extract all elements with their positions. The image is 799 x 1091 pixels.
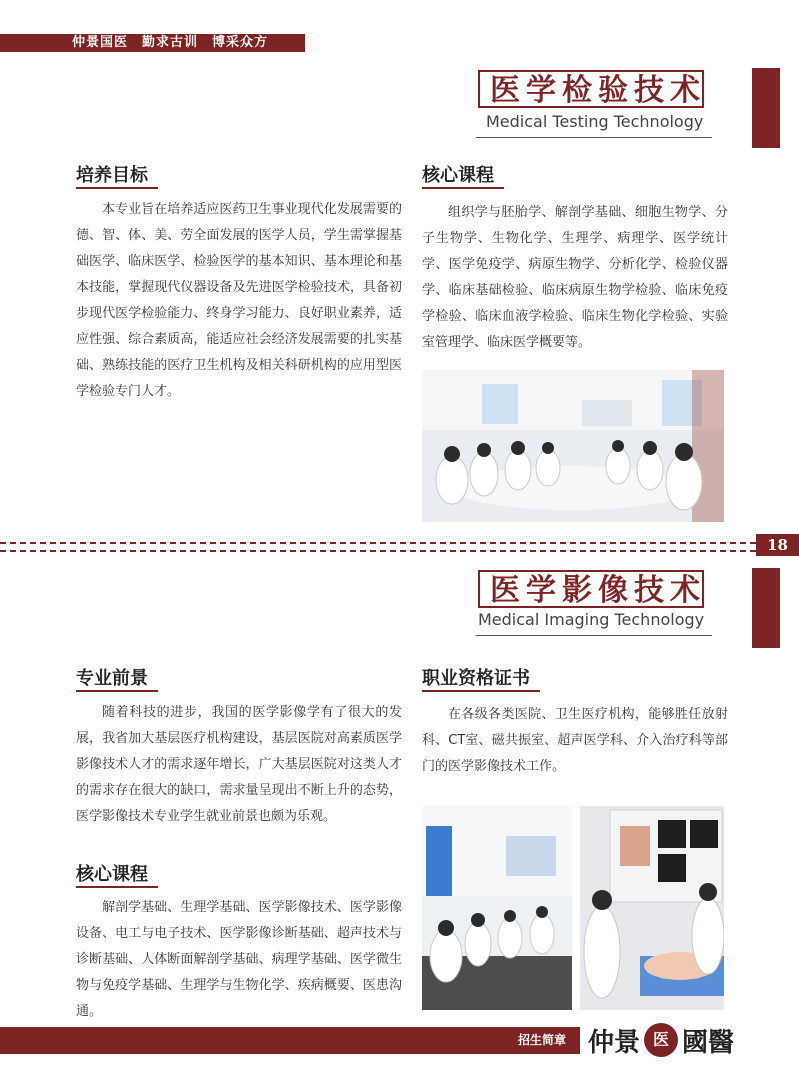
prospect-heading-underline	[76, 690, 158, 692]
imaging-class-illustration	[422, 806, 572, 1010]
logo-right-text: 國醫	[682, 1027, 735, 1058]
header-school: 仲景国医	[72, 35, 129, 50]
page-divider-top	[0, 542, 756, 544]
section2-title-en: Medical Imaging Technology	[478, 610, 705, 629]
header-text	[72, 34, 268, 52]
cert-text: 在各级各类医院、卫生医疗机构，能够胜任放射科、CT室、磁共振室、超声医学科、介入治疗科等部门的医学影像技术工作。	[422, 707, 728, 774]
page-divider-bottom	[0, 550, 756, 552]
logo-left-text: 仲景	[588, 1027, 641, 1058]
footer-label: 招生简章	[518, 1033, 567, 1047]
section1-title-line	[476, 137, 712, 138]
section1-title-accent	[752, 68, 780, 148]
course-heading-2-underline	[76, 886, 158, 888]
header-motto-1: 勤求古训	[142, 35, 199, 50]
goal-text: 本专业旨在培养适应医药卫生事业现代化发展需要的德、智、体、美、劳全面发展的医学人员，学生需掌握基础医学、临床医学、检验医学的基本知识、基本理论和基本技能，掌握现代仪器设备及先进医学检验技术，具备初步现代医学检验能力、终身学习能力、良好职业素养，适应性强、综合素质高，能适应社会经济发展需要的扎实基础、熟练技能的医疗卫生机构及相关科研机构的应用型医学检验专门人才。	[76, 202, 402, 399]
lab-classroom-photo	[422, 370, 724, 522]
cert-heading: 职业资格证书	[422, 668, 530, 689]
goal-heading: 培养目标	[76, 165, 148, 186]
course-text-1: 组织学与胚胎学、解剖学基础、细胞生物学、分子生物学、生物化学、生理学、病理学、医学统计学、医学免疫学、病原生物学、分析化学、检验仪器学、临床基础检验、临床病原生物学检验、临床免疫学检验、临床血液学检验、临床生物化学检验、实验室管理学、临床医学概要等。	[422, 205, 728, 350]
section1-title-cn: 医学检验技术	[490, 73, 706, 108]
course-text-2: 解剖学基础、生理学基础、医学影像技术、医学影像设备、电工与电子技术、医学影像诊断基础、超声技术与诊断基础、人体断面解剖学基础、病理学基础、医学微生物与免疫学基础、生理学与生物化学、疾病概要、医患沟通。	[76, 900, 402, 1019]
course-heading-2: 核心课程	[76, 864, 148, 885]
section2-title-accent	[752, 568, 780, 648]
course-heading-1-underline	[422, 187, 504, 189]
course-heading-1: 核心课程	[422, 165, 494, 186]
cert-heading-underline	[422, 690, 540, 692]
school-logo	[588, 1020, 734, 1060]
header-motto-2: 博采众方	[212, 35, 269, 50]
prospect-heading: 专业前景	[76, 668, 148, 689]
footer-bar	[0, 1027, 580, 1054]
ultrasound-practice-illustration	[580, 806, 724, 1010]
ultrasound-practice-photo	[580, 806, 724, 1010]
logo-emblem-icon: 医	[644, 1023, 678, 1057]
imaging-class-photo	[422, 806, 572, 1010]
section1-title-en: Medical Testing Technology	[486, 112, 704, 131]
page-number: 18	[756, 534, 799, 556]
goal-heading-underline	[76, 187, 158, 189]
lab-classroom-illustration	[422, 370, 724, 522]
prospect-text: 随着科技的进步，我国的医学影像学有了很大的发展，我省加大基层医疗机构建设，基层医院对高素质医学影像技术人才的需求逐年增长，广大基层医院对这类人才的需求存在很大的缺口，需求量呈现出不断上升的态势，医学影像技术专业学生就业前景也颇为乐观。	[76, 705, 402, 824]
section2-title-line	[476, 635, 712, 636]
section2-title-cn: 医学影像技术	[490, 573, 706, 608]
